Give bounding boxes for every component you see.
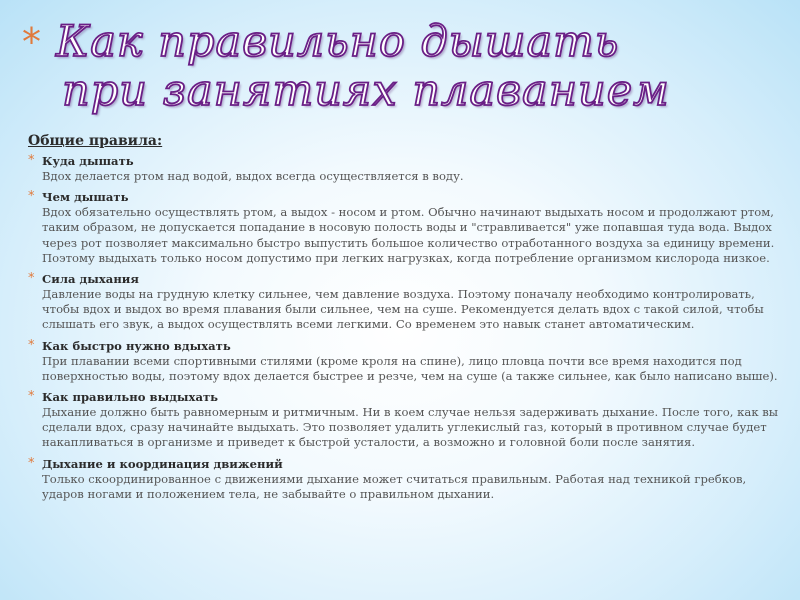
title-bullet-icon: * <box>22 20 41 64</box>
item-title: Дыхание и координация движений <box>42 456 283 471</box>
item-text: При плавании всеми спортивными стилями (кроме кроля на спине), лицо пловца почти все время находится под поверхностью воды, поэтому вдох делается быстрее и резче, чем на суше (а также сильнее, как было написано выше). <box>42 353 778 383</box>
bullet-icon: * <box>28 389 35 405</box>
item-text: Дыхание должно быть равномерным и ритмичным. Ни в коем случае нельзя задерживать дыхание. После того, как вы сделали вдох, сразу начинайте выдыхать. Это позволяет удалить углекислый газ, который в противном случае будет накапливаться в организме и приведет к быстрой усталости, а возможно и головной боли после занятия. <box>42 405 778 450</box>
list-item <box>28 154 778 184</box>
item-title: Как правильно выдыхать <box>42 390 219 405</box>
item-text: Вдох делается ртом над водой, выдох всегда осуществляется в воду. <box>42 169 464 183</box>
item-title: Чем дышать <box>42 190 129 205</box>
list-item <box>28 390 778 451</box>
slide-content <box>28 133 778 508</box>
bullet-icon: * <box>28 455 35 471</box>
bullet-icon: * <box>28 271 35 287</box>
list-item <box>28 190 778 266</box>
section-heading: Общие правила: <box>28 133 163 149</box>
bullet-icon: * <box>28 337 35 353</box>
title-line-1: Как правильно дышать <box>56 17 620 67</box>
item-title: Куда дышать <box>42 154 134 168</box>
slide-title <box>22 18 792 116</box>
item-title: Как быстро нужно вдыхать <box>42 338 231 353</box>
title-line-2: при занятиях плаванием <box>62 66 670 116</box>
list-item <box>28 272 778 333</box>
list-item <box>28 457 778 502</box>
list-item <box>28 339 778 384</box>
bullet-icon: * <box>28 189 35 205</box>
bullet-icon: * <box>28 153 35 168</box>
item-text: Давление воды на грудную клетку сильнее, чем давление воздуха. Поэтому поначалу необходимо контролировать, чтобы вдох и выдох во время плавания были сильнее, чем на суше. Рекомендуется делать вдох с такой силой, чтобы слышать его звук, а выдох осуществлять всеми легкими. Со временем это навык станет автоматическим. <box>42 287 764 332</box>
item-text: Вдох обязательно осуществлять ртом, а выдох - носом и ртом. Обычно начинают выдыхать носом и продолжают ртом, таким образом, не допускается попадание в носовую полость воды и "стравливается" уже попавшая туда вода. Выдох через рот позволяет максимально быстро выпустить большое количество отработанного воздуха за единицу времени. Поэтому выдыхать только носом допустимо при легких нагрузках, когда потребление организмом кислорода низкое. <box>42 205 775 265</box>
rules-list <box>28 154 778 502</box>
item-title: Сила дыхания <box>42 272 139 287</box>
item-text: Только скоординированное с движениями дыхание может считаться правильным. Работая над техникой гребков, ударов ногами и положением тела, не забывайте о правильном дыхании. <box>42 471 747 501</box>
